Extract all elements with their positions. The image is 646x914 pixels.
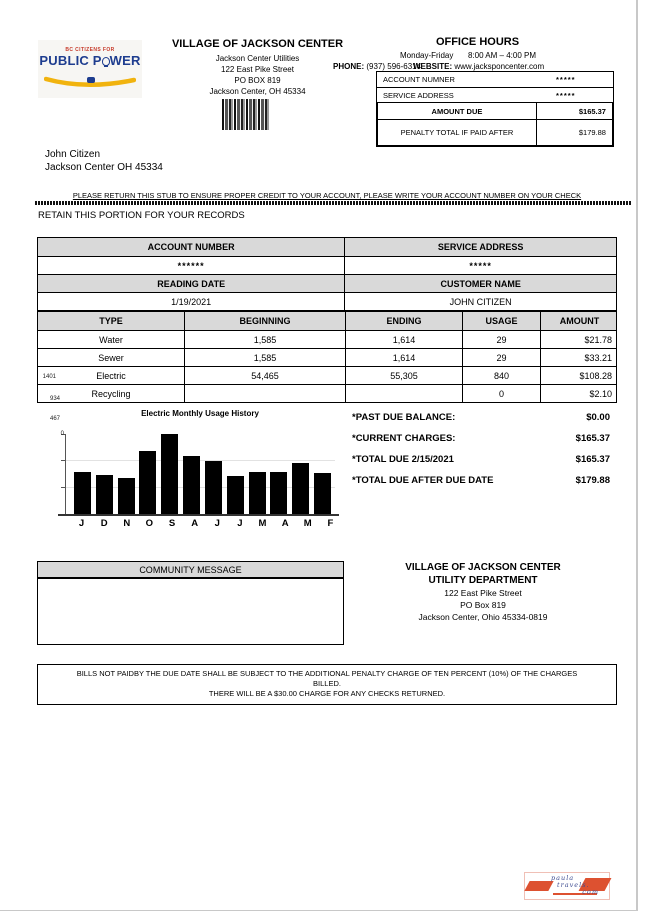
account-number-header: ACCOUNT NUMBER [147, 242, 235, 252]
cell-amount: $33.21 [540, 349, 618, 366]
bar-6-J [205, 461, 222, 514]
cell-type: Sewer [98, 352, 124, 363]
lightbulb-icon [102, 57, 110, 66]
y-axis-tick-label: 0 [60, 431, 64, 437]
website-url: www.jacksponcenter.com [454, 62, 545, 71]
cell-amount: $108.28 [540, 367, 618, 384]
cell-type: Water [99, 334, 123, 345]
reading-date-value: 1/19/2021 [171, 296, 212, 307]
phone-line [333, 62, 421, 71]
org-address-line: Jackson Center Utilities [215, 54, 300, 63]
x-axis-label: O [145, 518, 154, 529]
office-days: Monday-Friday [400, 51, 454, 60]
community-message-box [37, 578, 344, 645]
col-amount: AMOUNT [540, 312, 618, 330]
office-hours-title: OFFICE HOURS [435, 36, 520, 48]
y-axis-tick [61, 460, 65, 461]
total-label: *TOTAL DUE AFTER DUE DATE [352, 475, 494, 486]
phone-label: PHONE: [333, 62, 365, 71]
org-address-line: PO BOX 819 [234, 76, 281, 85]
x-axis-label: D [100, 518, 108, 529]
remit-street: 122 East Pike Street [444, 588, 522, 598]
retain-notice: RETAIN THIS PORTION FOR YOUR RECORDS [38, 210, 245, 221]
x-axis-label: F [327, 518, 334, 529]
cell-usage: 0 [462, 385, 540, 402]
x-axis-label: M [258, 518, 267, 529]
bar-7-J [227, 476, 244, 514]
cell-usage: 840 [462, 367, 540, 384]
remit-dept: UTILITY DEPARTMENT [428, 575, 538, 586]
col-usage: USAGE [462, 312, 540, 330]
cell-beginning: 54,465 [184, 367, 345, 384]
y-axis-tick-label: 467 [49, 416, 60, 422]
account-upper-box [376, 71, 614, 103]
service-address-value: ***** [555, 90, 576, 100]
community-message-header: COMMUNITY MESSAGE [37, 561, 344, 578]
info-header-row [38, 238, 616, 256]
customer-address-block [45, 148, 163, 174]
paula-travels-watermark [524, 872, 610, 900]
total-value: $165.37 [575, 433, 610, 444]
x-axis-label: J [78, 518, 85, 529]
cell-beginning [184, 385, 345, 402]
usage-header-row [38, 312, 616, 330]
penalty-value: $179.88 [536, 120, 612, 145]
table-row-sewer [38, 348, 616, 366]
table-row-water [38, 330, 616, 348]
account-number-value: ***** [555, 75, 576, 84]
plug-icon [87, 77, 95, 83]
account-number-label: ACCOUNT NUMNER [383, 75, 455, 84]
amount-due-row [378, 103, 612, 120]
logo-brand [38, 53, 142, 83]
customer-name-value: JOHN CITIZEN [344, 293, 616, 310]
perforation-line [35, 201, 632, 205]
total-value: $165.37 [575, 454, 610, 465]
y-axis-tick-label: 1401 [42, 374, 56, 380]
service-address-value: ***** [344, 257, 616, 274]
cell-amount: $21.78 [540, 331, 618, 348]
account-number-row [377, 72, 613, 87]
phone-number: (937) 596-6314 [366, 62, 422, 71]
service-address-header: SERVICE ADDRESS [344, 238, 616, 256]
x-axis-label: N [123, 518, 131, 529]
watermark-stripe-left-icon [524, 881, 553, 891]
org-address-line: 122 East Pike Street [221, 65, 294, 74]
cell-type: Electric [96, 370, 126, 381]
logo-tagline: BC CITIZENS FOR [65, 47, 115, 53]
bar-11-F [314, 473, 331, 514]
website-label: WEBSITE: [413, 62, 453, 71]
bar-1-D [96, 475, 113, 514]
total-label: *CURRENT CHARGES: [352, 433, 456, 444]
total-row-after-due [352, 475, 610, 486]
chart-bars [74, 434, 331, 514]
office-time: 8:00 AM – 4:00 PM [467, 51, 536, 60]
usage-history-chart [65, 434, 335, 514]
bar-9-A [270, 472, 287, 514]
customer-city: Jackson Center OH 45334 [45, 162, 163, 173]
x-axis-line [58, 514, 339, 516]
total-row-due [352, 454, 610, 465]
amount-due-value: $165.37 [536, 103, 612, 119]
bar-4-S [161, 434, 178, 514]
cell-beginning: 1,585 [184, 331, 345, 348]
service-address-label: SERVICE ADDRESS [383, 90, 454, 100]
bar-5-A [183, 456, 200, 514]
total-label: *PAST DUE BALANCE: [352, 412, 456, 423]
col-type: TYPE [99, 316, 123, 326]
penalty-row [378, 120, 612, 145]
total-label: *TOTAL DUE 2/15/2021 [352, 454, 454, 465]
total-value: $0.00 [586, 412, 610, 423]
bar-3-O [139, 451, 156, 514]
account-summary-box [376, 71, 614, 147]
org-name: VILLAGE OF JACKSON CENTER [171, 38, 344, 50]
penalty-notice-line1: BILLS NOT PAIDBY THE DUE DATE SHALL BE SUBJECT TO THE ADDITIONAL PENALTY CHARGE OF TEN PERCENT (10%) OF THE CHARGES BILLED. [76, 669, 578, 688]
x-axis-label: A [191, 518, 199, 529]
x-axis-label: A [281, 518, 289, 529]
service-address-row [377, 87, 613, 102]
bar-0-J [74, 472, 91, 514]
logo-brand-right: WER [109, 53, 141, 68]
cell-amount: $2.10 [540, 385, 618, 402]
public-power-logo [38, 40, 142, 98]
cell-usage: 29 [462, 349, 540, 366]
y-axis-tick [61, 487, 65, 488]
remit-address-block [352, 561, 614, 623]
info-header-row [38, 274, 616, 292]
cell-beginning: 1,585 [184, 349, 345, 366]
cell-ending: 55,305 [345, 367, 462, 384]
office-hours-line [400, 51, 536, 60]
cell-ending: 1,614 [345, 349, 462, 366]
remit-org: VILLAGE OF JACKSON CENTER [405, 562, 561, 573]
x-axis-label: J [237, 518, 243, 529]
barcode [222, 99, 269, 130]
penalty-notice-box [37, 664, 617, 705]
customer-name: John Citizen [45, 149, 101, 160]
total-value: $179.88 [575, 475, 610, 486]
info-value-row [38, 292, 616, 310]
usage-table [37, 311, 617, 403]
x-axis-label: S [168, 518, 176, 529]
bar-10-M [292, 463, 309, 514]
amount-due-label: AMOUNT DUE [431, 106, 483, 116]
watermark-text: paula travels. com [551, 874, 599, 896]
cell-usage: 29 [462, 331, 540, 348]
total-row-past-due [352, 412, 610, 423]
info-value-row [38, 256, 616, 274]
totals-block [352, 412, 610, 496]
col-beginning: BEGINNING [184, 312, 345, 330]
bar-8-M [249, 472, 266, 514]
website-line [413, 62, 544, 71]
x-axis-label: J [214, 518, 220, 529]
cell-ending: 1,614 [345, 331, 462, 348]
amount-due-box [376, 103, 614, 147]
chart-xlabels [73, 518, 339, 529]
chart-title: Electric Monthly Usage History [141, 409, 259, 418]
remit-city: Jackson Center, Ohio 45334-0819 [418, 612, 548, 622]
remit-po-box: PO Box 819 [460, 600, 506, 610]
reading-date-header: READING DATE [157, 278, 226, 289]
col-ending: ENDING [345, 312, 462, 330]
cell-ending [345, 385, 462, 402]
table-row-electric [38, 366, 616, 384]
stub-notice: PLEASE RETURN THIS STUB TO ENSURE PROPER CREDIT TO YOUR ACCOUNT, PLEASE WRITE YOUR ACCOUNT NUMBER ON YOUR CHECK [72, 191, 582, 200]
customer-name-header: CUSTOMER NAME [344, 275, 616, 292]
account-number-value: ****** [177, 260, 205, 271]
org-address-line: Jackson Center, OH 45334 [209, 87, 306, 96]
bar-2-N [118, 478, 135, 514]
penalty-label: PENALTY TOTAL IF PAID AFTER [400, 128, 514, 137]
total-row-current [352, 433, 610, 444]
table-row-recycling [38, 384, 616, 402]
x-axis-label: M [303, 518, 312, 529]
logo-brand-left: PUBLIC P [39, 53, 102, 68]
y-axis-tick-label: 934 [49, 396, 60, 402]
cell-type: Recycling [91, 388, 131, 399]
penalty-notice-line2: THERE WILL BE A $30.00 CHARGE FOR ANY CHECKS RETURNED. [208, 689, 446, 698]
account-info-table [37, 237, 617, 311]
